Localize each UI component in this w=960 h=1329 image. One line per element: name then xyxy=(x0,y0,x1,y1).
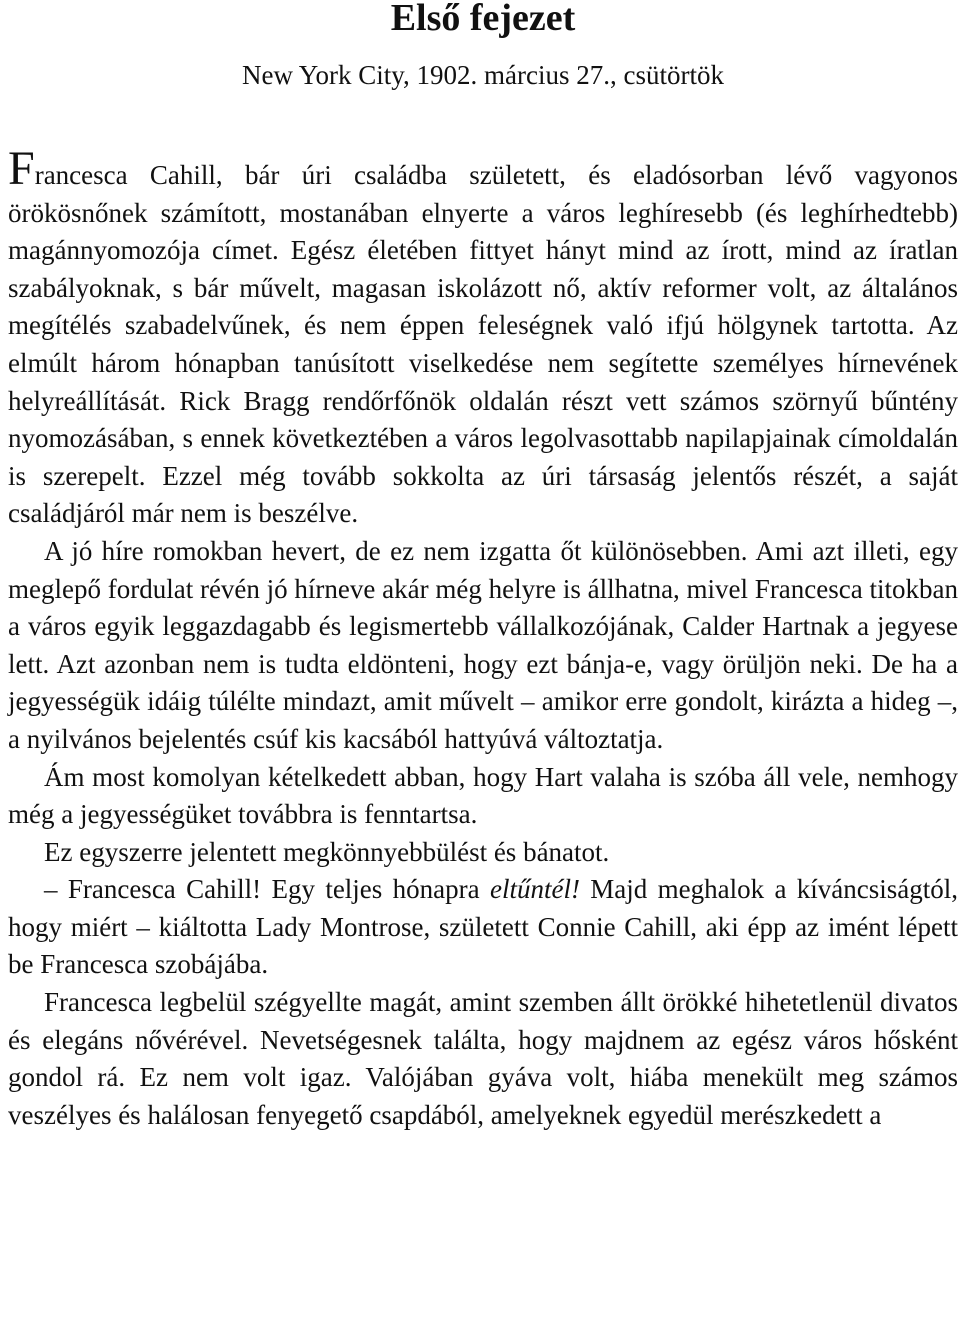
paragraph-1-text: rancesca Cahill, bár úri családba született, és eladósorban lévő vagyonos örökösnőnek számított, mostanában elnyerte a város leghíresebb (és leghírhedtebb) magánnyomozója címet. Egész életében fittyet hányt mind az írott, mind az íratlan szabályoknak, s bár művelt, magasan iskolázott nő, aktív reformer volt, az általános megítélés szabadelvűnek, és nem éppen feleségnek való ifjú hölgynek tartotta. Az elmúlt három hónapban tanúsított viselkedése nem segítette személyes hírnevének helyreállítását. Rick Bragg rendőrfőnök oldalán részt vett számos szörnyű bűntény nyomozásában, s ennek következtében a város legolvasottabb napilapjainak címoldalán is szerepelt. Ezzel még tovább sokkolta az úri társaság jelentős részét, a saját családjáról már nem is beszélve. xyxy=(8,160,958,529)
paragraph-6: Francesca legbelül szégyellte magát, amint szemben állt örökké hihetetlenül divatos és elegáns nővérével. Nevetségesnek találta, hogy majdnem az egész város hősként gondol rá. Ez nem volt igaz. Valójában gyáva volt, hiába menekült meg számos veszélyes és halálosan fenyegető csapdából, amelyeknek egyedül merészkedett a xyxy=(8,987,958,1130)
dateline: New York City, 1902. március 27., csütörtök xyxy=(242,60,724,90)
paragraph-1 xyxy=(8,142,958,533)
drop-cap: F xyxy=(8,142,35,195)
paragraph-5-start: – Francesca Cahill! Egy teljes hónapra xyxy=(44,874,490,905)
paragraph-4: Ez egyszerre jelentett megkönnyebbülést és bánatot. xyxy=(44,836,610,867)
paragraph-5-end: Majd meghalok a kíváncsiságtól, hogy miért – kiáltotta Lady Montrose, született Connie Cahill, aki épp az imént lépett be Francesca szobájába. xyxy=(8,874,959,980)
paragraph-2: A jó híre romokban hevert, de ez nem izgatta őt különösebben. Ami azt illeti, egy meglepő fordulat révén jó hírneve akár még helyre is állhatna, mivel Francesca titokban a város egyik leggazdagabb és legismertebb vállalkozójának, Calder Hartnak a jegyese lett. Azt azonban nem is tudta eldönteni, hogy ezt bánja-e, vagy örüljön neki. De ha a jegyességük idáig túlélte mindazt, amit művelt – amikor erre gondolt, kirázta a hideg –, a nyilvános bejelentés csúf kis kacsából hattyúvá változtatja. xyxy=(8,535,958,754)
book-page xyxy=(8,0,958,1134)
paragraph-5 xyxy=(8,871,958,984)
paragraph-3: Ám most komolyan kételkedett abban, hogy Hart valaha is szóba áll vele, nemhogy még a jegyességüket továbbra is fenntartsa. xyxy=(8,761,958,830)
paragraph-5-italic: eltűntél! xyxy=(489,874,580,905)
body-text xyxy=(8,142,959,1134)
chapter-title: Első fejezet xyxy=(390,0,576,39)
